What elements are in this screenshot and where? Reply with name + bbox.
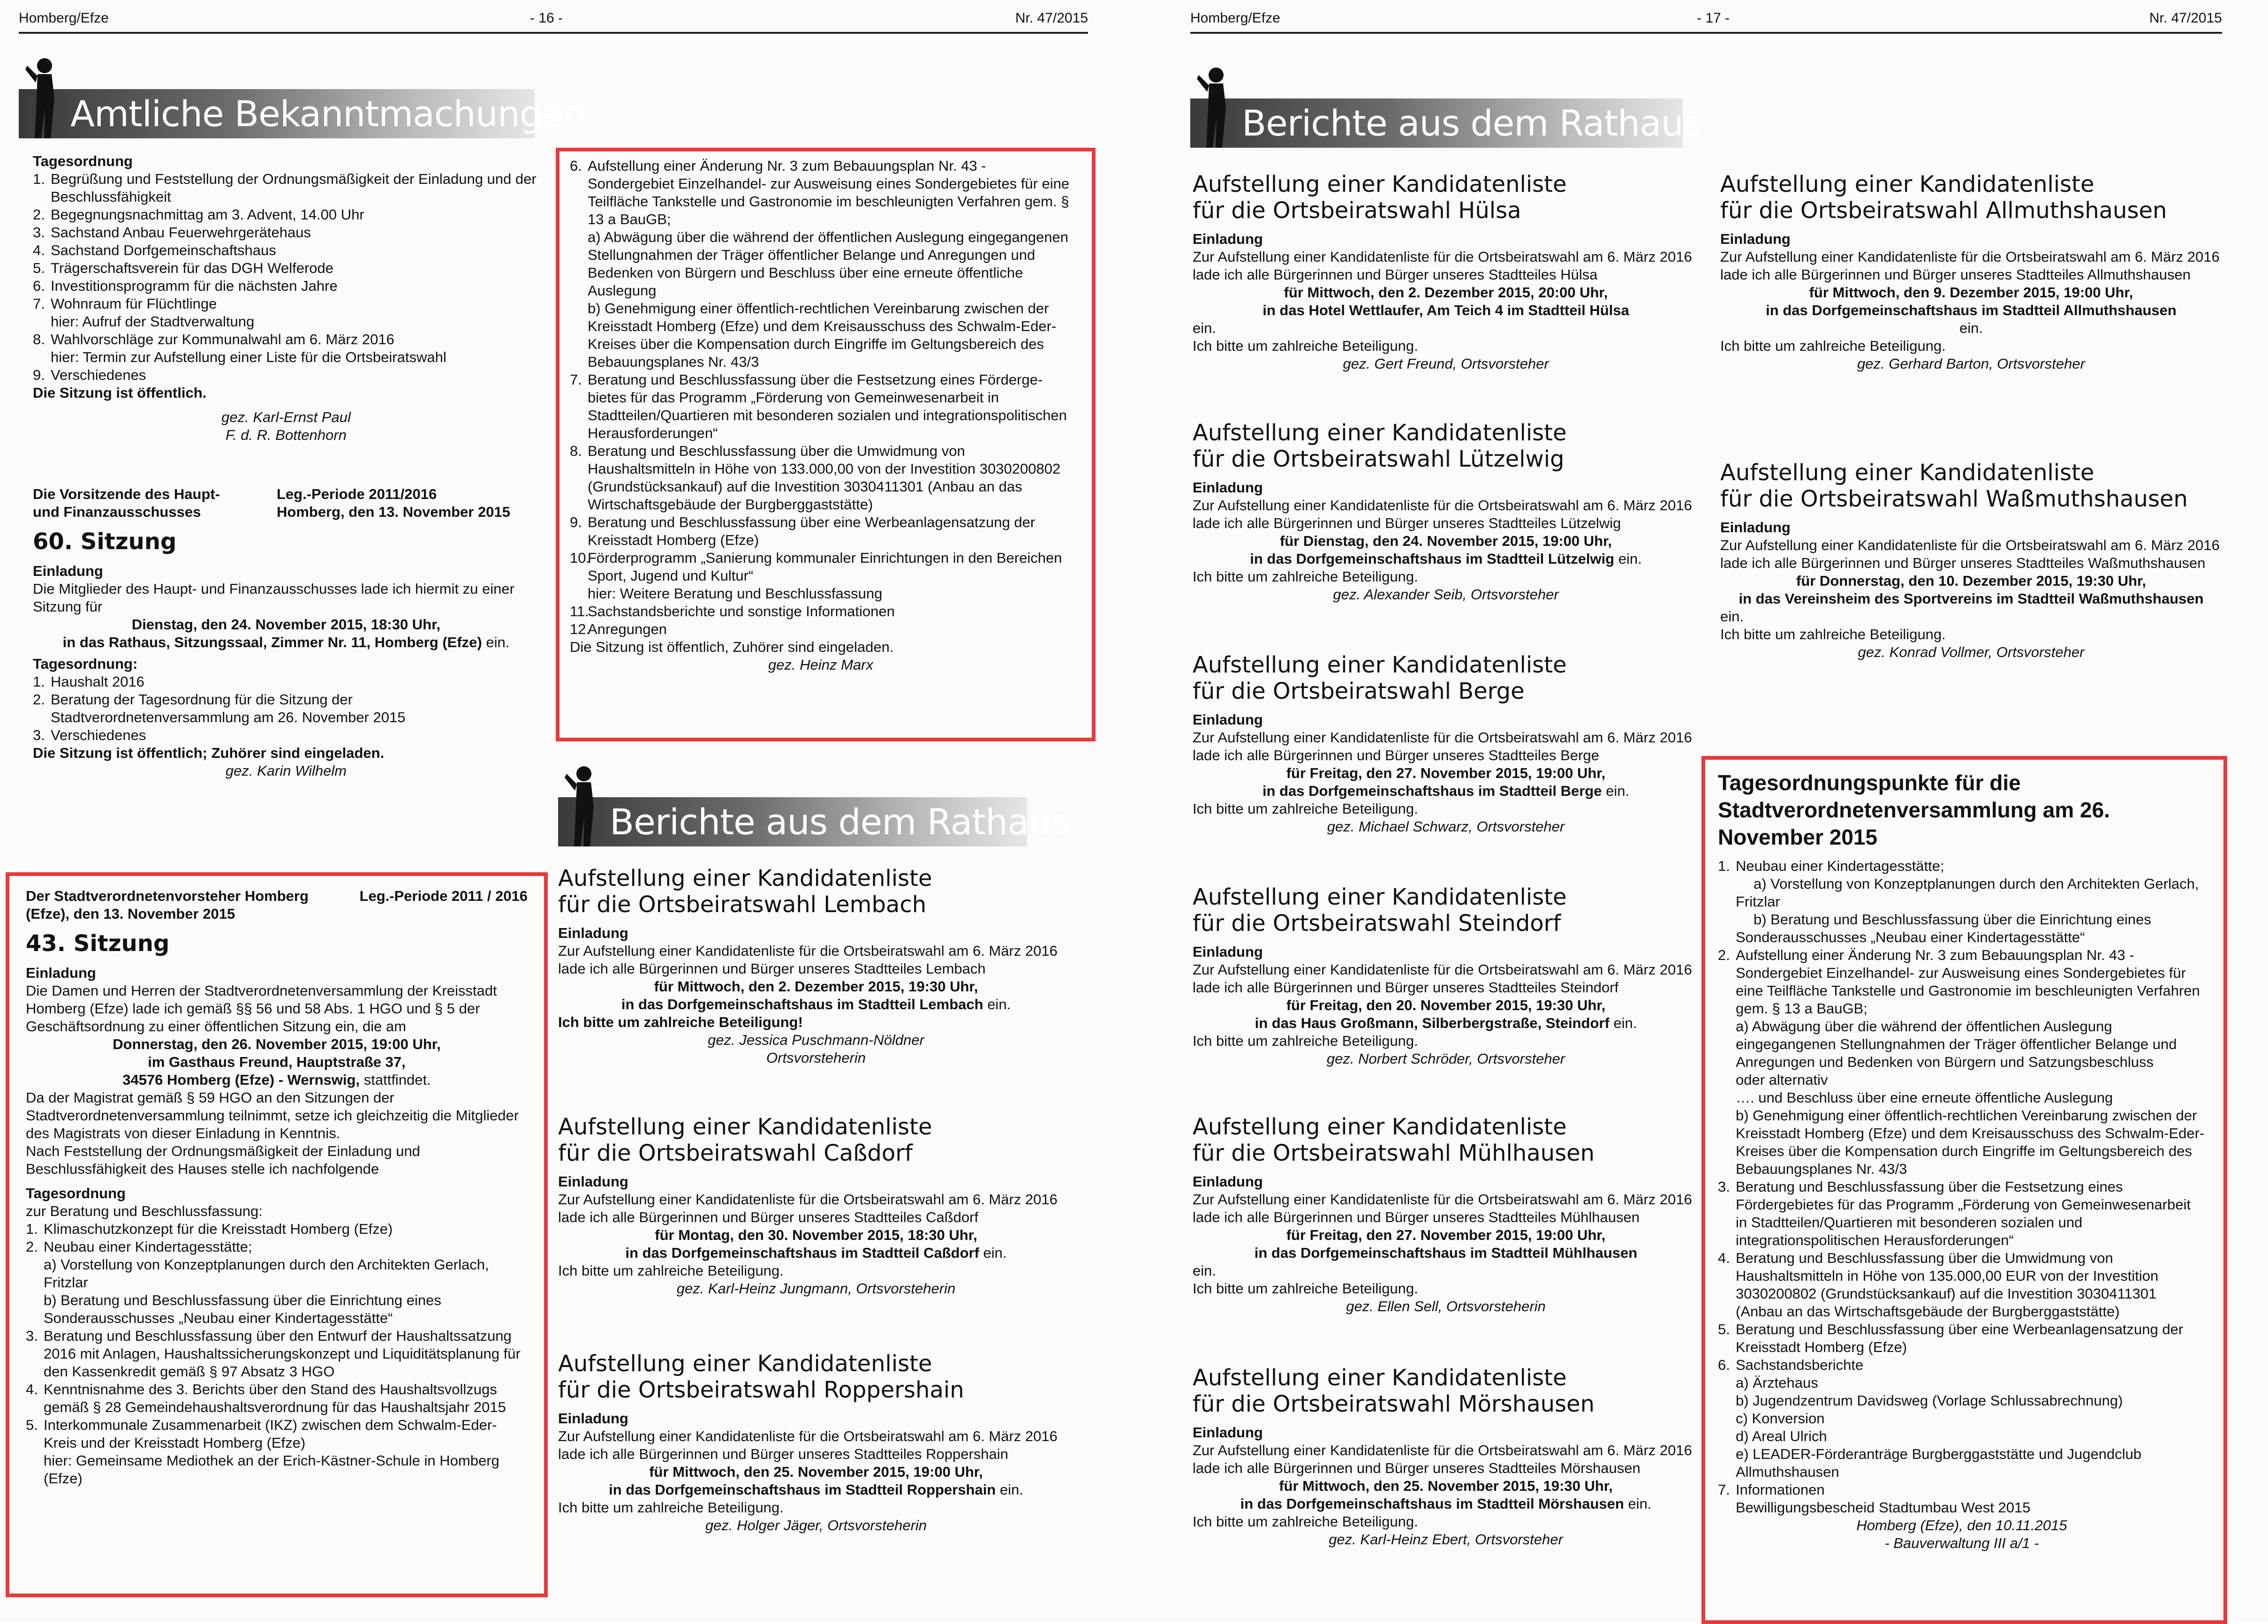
agenda-item: 9. Verschiedenes: [33, 367, 146, 383]
agenda-subitem: oder alternativ: [1736, 1072, 1828, 1088]
agenda-subitem: hier: Weitere Beratung und Beschlussfassung: [588, 585, 883, 602]
agenda-item: 6. Sachstandsberichte: [1718, 1357, 1864, 1373]
request-note: Ich bitte um zahlreiche Beteiligung.: [558, 1262, 784, 1279]
agenda-item: 2. Aufstellung einer Änderung Nr. 3 zum Bebauungsplan Nr. 43 -Sondergebiet Einzelhandel- zur Ausweisung eines Sondergebietes für eine Teilfläche Tankstelle und Gastronomie im beschleunigten Verfahren gem. § 13 a BauGB;: [1718, 947, 2200, 1017]
banner-title: Berichte aus dem Rathaus: [610, 801, 1069, 843]
agenda-stvv-points: [1718, 769, 2206, 1552]
agenda-item: 1. Haushalt 2016: [33, 673, 144, 690]
invitation-text: Zur Aufstellung einer Kandidatenliste für die Ortsbeiratswahl am 6. März 2016 lade ich alle Bürgerinnen und Bürger unseres Stadtteiles Lembach: [558, 943, 1058, 977]
period: Leg.-Periode 2011/2016: [277, 486, 437, 502]
agenda-stadtverordneten: [26, 887, 528, 1488]
notice-title: Aufstellung einer Kandidatenliste: [558, 1351, 932, 1377]
agenda-subitem: e) LEADER-Förderanträge Burgberggaststätte und Jugendclub Allmuthshausen: [1736, 1446, 2142, 1480]
request-note: Ich bitte um zahlreiche Beteiligung.: [1720, 338, 1946, 354]
agenda-item: 3. Verschiedenes: [33, 727, 146, 743]
agenda-subitem: b) Beratung und Beschlussfassung über die Einrichtung eines Sonderausschusses „Neubau einer Kindertagesstätte“: [44, 1292, 441, 1326]
agenda-welferode: [33, 152, 539, 444]
public-note: Die Sitzung ist öffentlich; Zuhörer sind eingeladen.: [33, 745, 385, 761]
agenda-item: 10. Förderprogramm „Sanierung kommunaler Einrichtungen in den Bereichen Sport, Jugend und Kultur“: [570, 550, 1062, 584]
invitation-text: Zur Aufstellung einer Kandidatenliste für die Ortsbeiratswahl am 6. März 2016 lade ich alle Bürgerinnen und Bürger unseres Stadtteiles Waßmuthshausen: [1720, 537, 2220, 571]
agenda-title: Tagesordnung: [26, 1185, 126, 1201]
request-note: Ich bitte um zahlreiche Beteiligung.: [1193, 568, 1418, 585]
section-banner-berichte: [558, 797, 1069, 846]
einladung-label: Einladung: [1720, 519, 1791, 536]
notice-title: Aufstellung einer Kandidatenliste: [1193, 1365, 1567, 1391]
agenda-subitem: a) Vorstellung von Konzeptplanungen durch den Architekten Gerlach, Fritzlar: [1736, 876, 2199, 910]
figure-logo-icon: [563, 764, 605, 849]
notice-title: Aufstellung einer Kandidatenliste: [1720, 171, 2094, 197]
agenda-subitem: hier: Termin zur Aufstellung einer Liste für die Ortsbeiratswahl: [51, 349, 446, 365]
invitation-text: Zur Aufstellung einer Kandidatenliste für die Ortsbeiratswahl am 6. März 2016 lade ich alle Bürgerinnen und Bürger unseres Stadtteiles Mörshausen: [1193, 1442, 1692, 1476]
request-note: Ich bitte um zahlreiche Beteiligung.: [1193, 801, 1418, 817]
notice-steindorf: [1193, 884, 1699, 1068]
einladung-label: Einladung: [1193, 1173, 1263, 1190]
signature: gez. Gert Freund, Ortsvorsteher: [1343, 355, 1549, 372]
agenda-item: 6. Investitionsprogramm für die nächsten Jahre: [33, 278, 338, 294]
notice-title: für die Ortsbeiratswahl Mühlhausen: [1193, 1140, 1595, 1166]
agenda-item: 4. Kenntnisnahme des 3. Berichts über den Stand des Haushaltsvollzugs gemäß § 28 Gemeindehaushaltsverordnung für das Haushaltsjahr 2015: [26, 1381, 506, 1415]
meeting-when: für Mittwoch, den 2. Dezember 2015, 20:00 Uhr,: [1284, 284, 1608, 301]
agenda-subitem: a) Ärztehaus: [1736, 1375, 1818, 1391]
meeting-where-tail: ein.: [486, 634, 510, 650]
signature: gez. Karl-Heinz Jungmann, Ortsvorsteherin: [676, 1280, 956, 1297]
einladung-label: Einladung: [1193, 1424, 1263, 1441]
notice-lembach: [558, 865, 1074, 1067]
agenda-item: 4. Beratung und Beschlussfassung über die Umwidmung von Haushaltsmitteln in Höhe von 135.000,00 EUR von der Investition 3030200802 (Grundstücksankauf) auf die Investition 3030411301 (Anbau an das Wirtschaftsgebäude der Burgberggaststätte): [1718, 1250, 2159, 1320]
invitation-text: Die Damen und Herren der Stadtverordnetenversammlung der Kreisstadt Homberg (Efze) lade ich gemäß §§ 56 und 58 Abs. 1 HGO und § 5 der Geschäftsordnung zu einer öffentlichen Sitzung ein, die am: [26, 982, 497, 1035]
agenda-item: 2. Neubau einer Kindertagesstätte;: [26, 1239, 252, 1255]
notice-allmuthshausen: [1720, 171, 2222, 373]
signature: gez. Karl-Ernst Paul: [221, 409, 351, 425]
figure-logo-icon: [23, 56, 66, 141]
meeting-place: im Gasthaus Freund, Hauptstraße 37,: [148, 1054, 406, 1070]
meeting-when: für Freitag, den 20. November 2015, 19:30 Uhr,: [1286, 997, 1606, 1013]
agenda-item: 7. Beratung und Beschlussfassung über die Festsetzung eines Förderge-bietes für das Programm „Förderung von Gemeinwesenarbeit in Stadtteilen/Quartieren mit besonderen sozialen und integrationspolitischen Herausforderungen“: [570, 371, 1067, 441]
einladung-label: Einladung: [1193, 711, 1263, 728]
agenda-item: 1. Neubau einer Kindertagesstätte;: [1718, 858, 1944, 874]
header-issue: Nr. 47/2015: [2149, 10, 2222, 26]
agenda-item: 1. Begrüßung und Feststellung der Ordnungsmäßigkeit der Einladung und der Beschlussfähigkeit: [33, 171, 537, 205]
meeting-when: Dienstag, den 24. November 2015, 18:30 Uhr,: [131, 616, 441, 633]
agenda-subitem: d) Areal Ulrich: [1736, 1428, 1827, 1444]
notice-title: für die Ortsbeiratswahl Berge: [1193, 678, 1525, 704]
session-title: 60. Sitzung: [33, 529, 177, 555]
issuer: Die Vorsitzende des Haupt- und Finanzausschusses: [33, 486, 220, 520]
notice-title: für die Ortsbeiratswahl Roppershain: [558, 1377, 964, 1403]
agenda-item: 2. Beratung der Tagesordnung für die Sitzung der Stadtverordnetenversammlung am 26. November 2015: [33, 691, 406, 725]
notice-title: Aufstellung einer Kandidatenliste: [558, 865, 932, 891]
agenda-haupt-finanz: [33, 485, 539, 780]
request-note: Ich bitte um zahlreiche Beteiligung.: [1193, 1033, 1418, 1049]
agenda-item: 12. Anregungen: [570, 621, 667, 637]
agenda-subitem: b) Beratung und Beschlussfassung über die Einrichtung eines Sonderausschusses „Neubau einer Kindertagesstätte“: [1736, 911, 2151, 945]
signature: gez. Jessica Puschmann-Nöldner: [708, 1032, 924, 1048]
agenda-item: 7. Wohnraum für Flüchtlinge: [33, 295, 217, 312]
request-note: Ich bitte um zahlreiche Beteiligung.: [1193, 1513, 1418, 1530]
notice-title: für die Ortsbeiratswahl Waßmuthshausen: [1720, 486, 2188, 512]
notice-title: Aufstellung einer Kandidatenliste: [1193, 171, 1567, 197]
meeting-where: in das Hotel Wettlaufer, Am Teich 4 im Stadtteil Hülsa: [1263, 302, 1629, 318]
agenda-subitem: a) Abwägung über die während der öffentlichen Auslegung eingegangenen Stellungnahmen der Träger öffentlicher Belange und Anregungen und Bedenken von Bürgern und Satzungsbeschluss: [1736, 1018, 2177, 1070]
meeting-address: 34576 Homberg (Efze) - Wernswig,: [122, 1072, 360, 1088]
meeting-when: für Mittwoch, den 25. November 2015, 19:00 Uhr,: [649, 1464, 983, 1480]
section-banner-berichte: [1190, 98, 1701, 148]
meeting-where: in das Dorfgemeinschaftshaus im Stadtteil Caßdorf: [625, 1245, 979, 1261]
meeting-where-tail: ein.: [1628, 1496, 1652, 1512]
meeting-when: für Mittwoch, den 2. Dezember 2015, 19:30 Uhr,: [654, 978, 978, 995]
invitation-text: Zur Aufstellung einer Kandidatenliste für die Ortsbeiratswahl am 6. März 2016 lade ich alle Bürgerinnen und Bürger unseres Stadtteiles Allmuthshausen: [1720, 249, 2220, 283]
meeting-where-tail: ein.: [1613, 1015, 1637, 1031]
meeting-when: für Mittwoch, den 9. Dezember 2015, 19:00 Uhr,: [1809, 284, 2133, 301]
agenda-subitem: b) Genehmigung einer öffentlich-rechtlichen Vereinbarung zwischen der Kreisstadt Homberg (Efze) und dem Kreisausschuss des Schwalm-Eder-Kreises über die Kompensation durch Eingriffe im Geltungsbereich des Bebauungsplanes Nr. 43/3: [588, 300, 1057, 370]
feststellung-note: Nach Feststellung der Ordnungsmäßigkeit der Einladung und Beschlussfähigkeit des Hauses stelle ich nachfolgende: [26, 1143, 420, 1177]
agenda-title: Tagesordnung: [33, 153, 133, 169]
agenda-item: 2. Begegnungsnachmittag am 3. Advent, 14.00 Uhr: [33, 206, 364, 223]
signature: gez. Heinz Marx: [768, 657, 873, 673]
agenda-subitem: hier: Aufruf der Stadtverwaltung: [51, 313, 255, 330]
issuer: Der Stadtverordnetenvorsteher Homberg (Efze), den 13. November 2015: [26, 888, 309, 922]
agenda-item: 5. Trägerschaftsverein für das DGH Welferode: [33, 260, 334, 276]
notice-cassdorf: [558, 1114, 1074, 1298]
einladung-label: Einladung: [33, 563, 103, 579]
agenda-box-title: Tagesordnungspunkte für die Stadtverordnetenversammlung am 26. November 2015: [1718, 770, 2110, 849]
agenda-continued: [570, 157, 1072, 674]
page-17: [1134, 0, 2268, 1622]
einladung-label: Einladung: [1193, 479, 1263, 496]
notice-title: Aufstellung einer Kandidatenliste: [1193, 420, 1567, 446]
agenda-subitem: b) Jugendzentrum Davidsweg (Vorlage Schlussabrechnung): [1736, 1392, 2123, 1409]
request-note: Ich bitte um zahlreiche Beteiligung.: [1193, 338, 1418, 354]
agenda-subitem: …. und Beschluss über eine erneute öffentliche Auslegung: [1736, 1089, 2113, 1106]
header-place: Homberg/Efze: [1190, 10, 1280, 26]
agenda-subitem: c) Konversion: [1736, 1410, 1825, 1427]
header-page-number: - 17 -: [1697, 10, 1730, 26]
banner-title: Amtliche Bekanntmachungen: [70, 93, 586, 135]
agenda-item: 5. Interkommunale Zusammenarbeit (IKZ) zwischen dem Schwalm-Eder-Kreis und der Kreisstadt Homberg (Efze): [26, 1417, 497, 1451]
meeting-when: für Donnerstag, den 10. Dezember 2015, 19:30 Uhr,: [1796, 573, 2146, 589]
signature: - Bauverwaltung III a/1 -: [1884, 1535, 2039, 1551]
meeting-where-tail: ein.: [1193, 320, 1216, 336]
invitation-text: Zur Aufstellung einer Kandidatenliste für die Ortsbeiratswahl am 6. März 2016 lade ich alle Bürgerinnen und Bürger unseres Stadtteiles Mühlhausen: [1193, 1191, 1692, 1225]
notice-title: für die Ortsbeiratswahl Lützelwig: [1193, 446, 1565, 472]
meeting-where-tail: ein.: [1720, 608, 1744, 625]
page-16: [0, 0, 1134, 1622]
signature: gez. Karl-Heinz Ebert, Ortsvorsteher: [1329, 1531, 1563, 1548]
einladung-label: Einladung: [558, 1173, 628, 1190]
agenda-subitem: a) Abwägung über die während der öffentlichen Auslegung eingegangenen Stellungnahmen der Träger öffentlicher Belange und Anregungen und Bedenken von Bürgern und Beschluss über eine erneute öffentliche Auslegung: [588, 229, 1068, 299]
agenda-item: 9. Beratung und Beschlussfassung über eine Werbeanlagensatzung der Kreisstadt Homberg (Efze): [570, 514, 1036, 548]
agenda-item: 3. Beratung und Beschlussfassung über die Festsetzung eines Fördergebietes für das Programm „Förderung von Gemeinwesenarbeit in Stadtteilen/Quartieren mit besonderen sozialen und integrationspolitischen Herausforderungen“: [1718, 1178, 2191, 1248]
signature: F. d. R. Bottenhorn: [226, 427, 347, 443]
meeting-where: in das Dorfgemeinschaftshaus im Stadtteil Mörshausen: [1240, 1496, 1624, 1512]
einladung-label: Einladung: [558, 1410, 628, 1427]
meeting-where: in das Dorfgemeinschaftshaus im Stadtteil Roppershain: [609, 1481, 996, 1498]
meeting-when: Donnerstag, den 26. November 2015, 19:00 Uhr,: [113, 1036, 441, 1052]
notice-roppershain: [558, 1351, 1074, 1534]
request-note: Ich bitte um zahlreiche Beteiligung!: [558, 1014, 803, 1030]
notice-moershausen: [1193, 1365, 1699, 1548]
magistrat-note: Da der Magistrat gemäß § 59 HGO an den Sitzungen der Stadtverordnetenversammlung teilnimmt, setze ich gleichzeitig die Mitglieder des Magistrats von dieser Einladung in Kenntnis.: [26, 1089, 519, 1141]
agenda-subitem: Bewilligungsbescheid Stadtumbau West 2015: [1736, 1499, 2031, 1516]
meeting-where: in das Haus Großmann, Silberbergstraße, Steindorf: [1255, 1015, 1610, 1031]
public-note: Die Sitzung ist öffentlich, Zuhörer sind eingeladen.: [570, 639, 894, 655]
meeting-where: in das Vereinsheim des Sportvereins im Stadtteil Waßmuthshausen: [1739, 590, 2204, 607]
signature: gez. Konrad Vollmer, Ortsvorsteher: [1858, 644, 2085, 660]
einladung-label: Einladung: [1720, 231, 1791, 247]
agenda-subtitle: zur Beratung und Beschlussfassung:: [26, 1203, 263, 1219]
agenda-item: 1. Klimaschutzkonzept für die Kreisstadt Homberg (Efze): [26, 1221, 393, 1237]
meeting-where-tail: ein.: [1193, 1262, 1216, 1279]
invitation-text: Zur Aufstellung einer Kandidatenliste für die Ortsbeiratswahl am 6. März 2016 lade ich alle Bürgerinnen und Bürger unseres Stadtteiles Hülsa: [1193, 249, 1692, 283]
meeting-where: in das Dorfgemeinschaftshaus im Stadtteil Mühlhausen: [1254, 1245, 1638, 1261]
einladung-label: Einladung: [1193, 231, 1263, 247]
signature: gez. Karin Wilhelm: [225, 763, 347, 779]
session-title: 43. Sitzung: [26, 930, 170, 957]
agenda-item: 3. Sachstand Anbau Feuerwehrgerätehaus: [33, 224, 311, 241]
einladung-label: Einladung: [558, 925, 628, 941]
signature: gez. Ellen Sell, Ortsvorsteherin: [1346, 1298, 1546, 1314]
notice-title: für die Ortsbeiratswahl Mörshausen: [1193, 1391, 1595, 1417]
header-place: Homberg/Efze: [19, 10, 109, 26]
invitation-text: Die Mitglieder des Haupt- und Finanzausschusses lade ich hiermit zu einer Sitzung für: [33, 581, 514, 615]
request-note: Ich bitte um zahlreiche Beteiligung.: [1720, 626, 1946, 642]
agenda-subitem: b) Genehmigung einer öffentlich-rechtlichen Vereinbarung zwischen der Kreisstadt Homberg (Efze) und dem Kreisausschuss des Schwalm-Eder-Kreises über die Kompensation durch Eingriffe im Geltungsbereich des Bebauungsplanes Nr. 43/3: [1736, 1107, 2205, 1177]
agenda-subitem: a) Vorstellung von Konzeptplanungen durch den Architekten Gerlach, Fritzlar: [44, 1256, 489, 1291]
agenda-item: 8. Beratung und Beschlussfassung über die Umwidmung von Haushaltsmitteln in Höhe von 133.000,00 von der Investition 3030200802 (Grundstücksankauf) auf die Investition 3030411301 (Anbau an das Wirtschaftsgebäude der Burgberggaststätte): [570, 443, 1061, 513]
meeting-where-tail: ein.: [1618, 551, 1642, 567]
notice-title: für die Ortsbeiratswahl Lembach: [558, 891, 927, 918]
notice-luetzelwig: [1193, 420, 1699, 604]
meeting-where-tail: ein.: [1606, 783, 1630, 799]
meeting-when: für Freitag, den 27. November 2015, 19:00 Uhr,: [1286, 1227, 1606, 1243]
meeting-where: in das Dorfgemeinschaftshaus im Stadtteil Berge: [1262, 783, 1602, 799]
notice-berge: [1193, 652, 1699, 836]
signature: gez. Alexander Seib, Ortsvorsteher: [1333, 586, 1559, 603]
agenda-item: 5. Beratung und Beschlussfassung über eine Werbeanlagensatzung der Kreisstadt Homberg (Efze): [1718, 1321, 2184, 1355]
agenda-item: 7. Informationen: [1718, 1481, 1825, 1498]
signature: gez. Gerhard Barton, Ortsvorsteher: [1857, 355, 2085, 372]
meeting-where: in das Dorfgemeinschaftshaus im Stadtteil Allmuthshausen: [1766, 302, 2177, 318]
signature: gez. Norbert Schröder, Ortsvorsteher: [1326, 1050, 1565, 1067]
banner-title: Berichte aus dem Rathaus: [1242, 102, 1701, 144]
einladung-label: Einladung: [26, 965, 96, 981]
meeting-where: in das Dorfgemeinschaftshaus im Stadtteil Lützelwig: [1250, 551, 1615, 567]
page-header: [19, 4, 1088, 34]
request-note: Ich bitte um zahlreiche Beteiligung.: [558, 1499, 784, 1516]
invitation-text: Zur Aufstellung einer Kandidatenliste für die Ortsbeiratswahl am 6. März 2016 lade ich alle Bürgerinnen und Bürger unseres Stadtteiles Lützelwig: [1193, 497, 1692, 531]
meeting-where: in das Rathaus, Sitzungssaal, Zimmer Nr. 11, Homberg (Efze): [62, 634, 482, 650]
meeting-where-tail: ein.: [983, 1245, 1007, 1261]
notice-title: Aufstellung einer Kandidatenliste: [558, 1114, 932, 1140]
request-note: Ich bitte um zahlreiche Beteiligung.: [1193, 1280, 1418, 1297]
notice-muehlhausen: [1193, 1114, 1699, 1315]
invitation-text: Zur Aufstellung einer Kandidatenliste für die Ortsbeiratswahl am 6. März 2016 lade ich alle Bürgerinnen und Bürger unseres Stadtteiles Roppershain: [558, 1428, 1058, 1462]
meeting-when: für Dienstag, den 24. November 2015, 19:00 Uhr,: [1279, 533, 1612, 549]
invitation-text: Zur Aufstellung einer Kandidatenliste für die Ortsbeiratswahl am 6. März 2016 lade ich alle Bürgerinnen und Bürger unseres Stadtteiles Berge: [1193, 729, 1692, 763]
signature: gez. Holger Jäger, Ortsvorsteherin: [705, 1517, 927, 1533]
invitation-text: Zur Aufstellung einer Kandidatenliste für die Ortsbeiratswahl am 6. März 2016 lade ich alle Bürgerinnen und Bürger unseres Stadtteiles Steindorf: [1193, 961, 1692, 996]
meeting-address-tail: stattfindet.: [363, 1072, 431, 1088]
header-issue: Nr. 47/2015: [1015, 10, 1088, 26]
signature: gez. Michael Schwarz, Ortsvorsteher: [1327, 818, 1565, 835]
einladung-label: Einladung: [1193, 944, 1263, 960]
notice-title: für die Ortsbeiratswahl Hülsa: [1193, 197, 1521, 224]
signature: Ortsvorsteherin: [766, 1050, 866, 1066]
agenda-item: 8. Wahlvorschläge zur Kommunalwahl am 6. März 2016: [33, 331, 394, 347]
meeting-where-tail: ein.: [987, 996, 1011, 1012]
period: Leg.-Periode 2011 / 2016: [359, 888, 528, 904]
agenda-item: 6. Aufstellung einer Änderung Nr. 3 zum Bebauungsplan Nr. 43 -Sondergebiet Einzelhandel- zur Ausweisung eines Sondergebietes für eine Teilfläche Tankstelle und Gastronomie im beschleunigten Verfahren gem. § 13 a BauGB;: [570, 158, 1070, 227]
notice-title: für die Ortsbeiratswahl Caßdorf: [558, 1140, 913, 1166]
meeting-when: für Montag, den 30. November 2015, 18:30 Uhr,: [655, 1227, 977, 1243]
notice-title: für die Ortsbeiratswahl Steindorf: [1193, 910, 1561, 937]
header-page-number: - 16 -: [530, 10, 563, 26]
notice-title: Aufstellung einer Kandidatenliste: [1193, 884, 1567, 910]
invitation-text: Zur Aufstellung einer Kandidatenliste für die Ortsbeiratswahl am 6. März 2016 lade ich alle Bürgerinnen und Bürger unseres Stadtteiles Caßdorf: [558, 1191, 1058, 1225]
figure-logo-icon: [1195, 66, 1237, 150]
notice-huelsa: [1193, 171, 1699, 373]
meeting-where: in das Dorfgemeinschaftshaus im Stadtteil Lembach: [621, 996, 983, 1012]
notice-title: Aufstellung einer Kandidatenliste: [1193, 652, 1567, 678]
agenda-subitem: hier: Gemeinsame Mediothek an der Erich-Kästner-Schule in Homberg (Efze): [44, 1452, 499, 1487]
notice-title: Aufstellung einer Kandidatenliste: [1193, 1114, 1567, 1140]
agenda-item: 11. Sachstandsberichte und sonstige Informationen: [570, 603, 895, 619]
meeting-when: für Mittwoch, den 25. November 2015, 19:30 Uhr,: [1279, 1478, 1613, 1494]
agenda-item: 4. Sachstand Dorfgemeinschaftshaus: [33, 242, 276, 258]
notice-title: Aufstellung einer Kandidatenliste: [1720, 460, 2094, 486]
meeting-where-tail: ein.: [999, 1481, 1023, 1498]
meeting-where-tail: ein.: [1959, 320, 1983, 336]
public-note: Die Sitzung ist öffentlich.: [33, 385, 207, 401]
notice-wassmuthshausen: [1720, 460, 2222, 661]
section-banner-amtliche: [19, 89, 586, 138]
signature: Homberg (Efze), den 10.11.2015: [1856, 1517, 2067, 1533]
agenda-title: Tagesordnung:: [33, 656, 138, 672]
meeting-when: für Freitag, den 27. November 2015, 19:00 Uhr,: [1286, 765, 1606, 781]
issue-date: Homberg, den 13. November 2015: [277, 504, 510, 520]
agenda-item: 3. Beratung und Beschlussfassung über den Entwurf der Haushaltssatzung 2016 mit Anlagen, Haushaltssicherungskonzept und Liquiditätsplanung für den Kassenkredit gemäß § 97 Absatz 3 HGO: [26, 1328, 521, 1380]
page-header: [1190, 4, 2222, 34]
notice-title: für die Ortsbeiratswahl Allmuthshausen: [1720, 197, 2167, 224]
